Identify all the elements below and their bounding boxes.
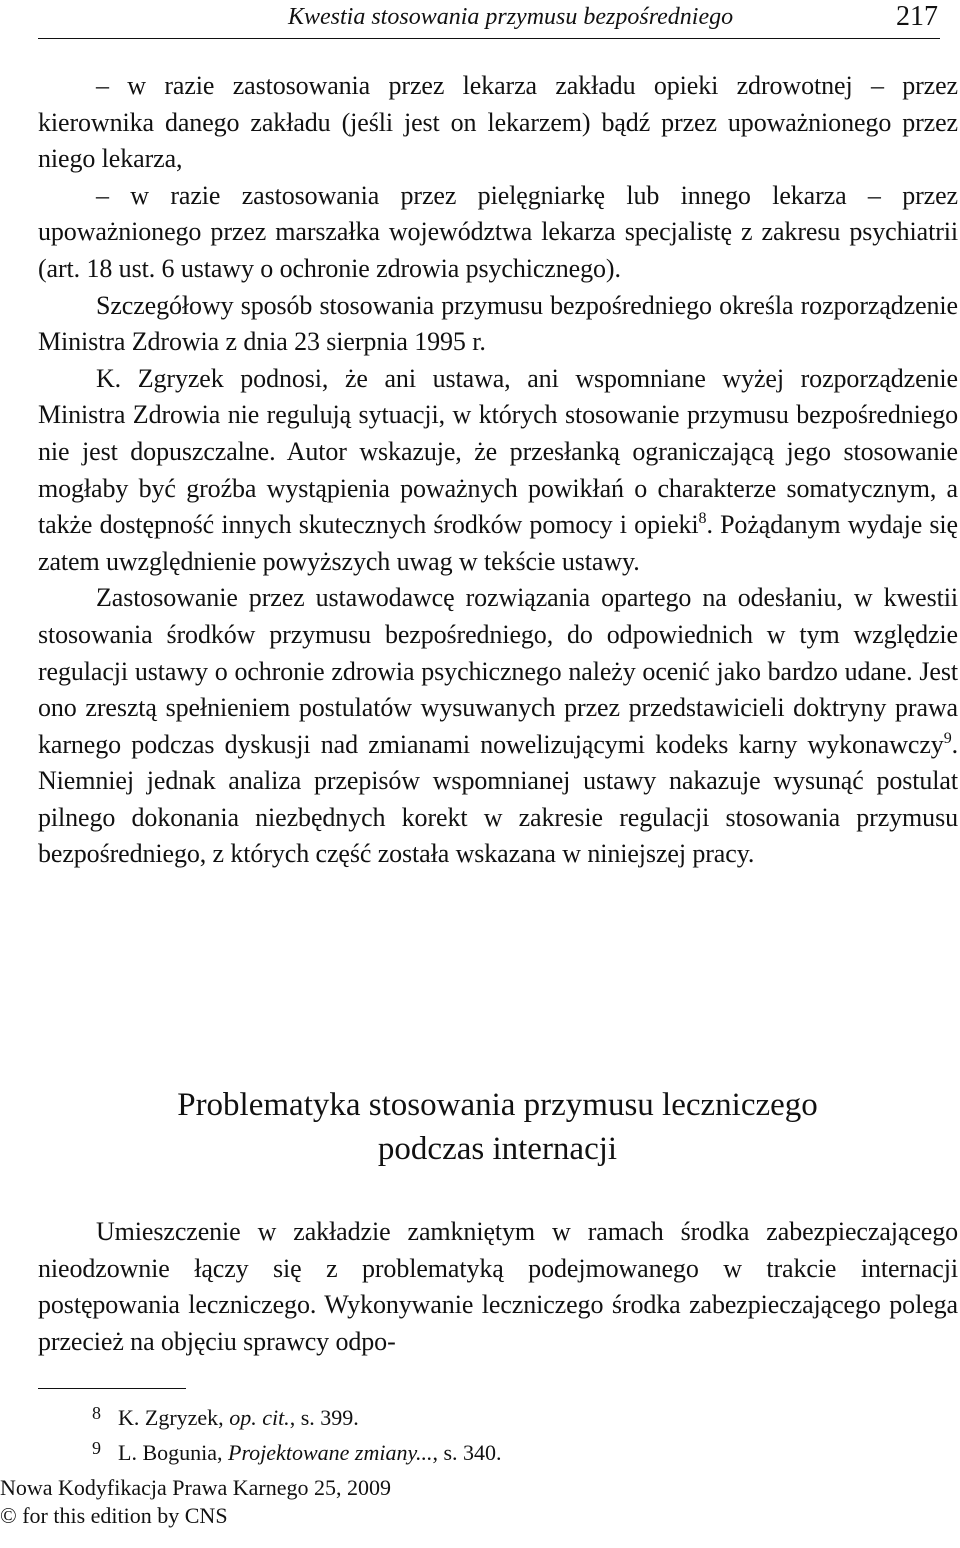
section-heading-line-2: podczas internacji: [377, 1131, 618, 1167]
paragraph-5-text-b: . Niemniej jednak analiza przepisów wspomnianej ustawy nakazuje wysunąć postulat pilnego dokonania niezbędnych korekt w zakresie regulacji stosowania przymusu bezpośredniego, z których część została wskazana w niniejszej pracy.: [38, 729, 958, 869]
footnote-text: L. Bogunia,: [118, 1440, 228, 1465]
footnote-8: [92, 1398, 502, 1433]
paragraph-2: – w razie zastosowania przez pielęgniarkę lub innego lekarza – przez upoważnionego przez marszałka województwa lekarza specjalistę z zakresu psychiatrii (art. 18 ust. 6 ustawy o ochronie zdrowia psychicznego).: [38, 180, 958, 283]
section-paragraph-1: Umieszczenie w zakładzie zamkniętym w ramach środka zabezpieczającego nieodzownie łączy się z problematyką podejmowanego w trakcie internacji postępowania leczniczego. Wykonywanie leczniczego środka zabezpieczającego polega przecież na objęciu sprawcy odpo-: [38, 1217, 958, 1356]
section-heading-line-1: Problematyka stosowania przymusu leczniczego: [177, 1087, 818, 1123]
section-heading: [0, 1083, 960, 1171]
footnote-divider: [38, 1388, 186, 1389]
paragraph-3: Szczegółowy sposób stosowania przymusu bezpośredniego określa rozporządzenie Ministra Zdrowia z dnia 23 sierpnia 1995 r.: [38, 290, 958, 357]
copyright-notice: © for this edition by CNS: [0, 1503, 228, 1528]
running-title: Kwestia stosowania przymusu bezpośredniego: [288, 4, 734, 30]
footnote-ref-9: 9: [943, 729, 952, 747]
section-text: [38, 1214, 958, 1360]
footnotes: [92, 1398, 502, 1468]
paragraph-4-text-b: . Pożądanym wydaje się zatem uwzględnienie powyższych uwag w tekście ustawy.: [38, 510, 958, 576]
paragraph-5: [38, 580, 958, 873]
running-header: [38, 0, 940, 39]
footnote-ref-8: 8: [698, 510, 707, 528]
paragraph-1: – w razie zastosowania przez lekarza zakładu opieki zdrowotnej – przez kierownika danego zakładu (jeśli jest on lekarzem) bądź przez upoważnionego przez niego lekarza,: [38, 71, 958, 174]
footnote-text-end: , s. 399.: [289, 1405, 359, 1430]
paragraph-4-text-a: K. Zgryzek podnosi, że ani ustawa, ani wspomniane wyżej rozporządzenie Ministra Zdrowia nie regulują sytuacji, w których stosowanie przymusu bezpośredniego nie jest dopuszczalne. Autor wskazuje, że przesłanką ograniczającą jego stosowanie mogłaby być groźba wystąpienia poważnych powikłań o charakterze somatycznym, a także dostępność innych skutecznych środków pomocy i opieki: [38, 363, 958, 540]
journal-name: Nowa Kodyfikacja Prawa Karnego 25, 2009: [0, 1475, 391, 1500]
footnote-text-end: , s. 340.: [432, 1440, 502, 1465]
footnote-9: [92, 1433, 502, 1468]
footnote-citation-italic: Projektowane zmiany...: [228, 1440, 433, 1465]
footnote-citation-italic: op. cit.: [229, 1405, 290, 1430]
paragraph-5-text-a: Zastosowanie przez ustawodawcę rozwiązania opartego na odesłaniu, w kwestii stosowania środków przymusu bezpośredniego, do odpowiednich w tym względzie regulacji ustawy o ochronie zdrowia psychicznego należy ocenić jako bardzo udane. Jest ono zresztą spełnieniem postulatów wysuwanych przez przedstawicieli doktryny prawa karnego podczas dyskusji nad zmianami nowelizującymi kodeks karny wykonawczy: [38, 583, 958, 759]
footnote-number: 8: [92, 1403, 101, 1423]
footnote-number: 9: [92, 1438, 101, 1458]
footnote-text: K. Zgryzek,: [118, 1405, 230, 1430]
page-number: 217: [896, 1, 938, 32]
main-text: [38, 68, 958, 873]
paragraph-4: [38, 361, 958, 581]
page-footer: [0, 1474, 391, 1530]
